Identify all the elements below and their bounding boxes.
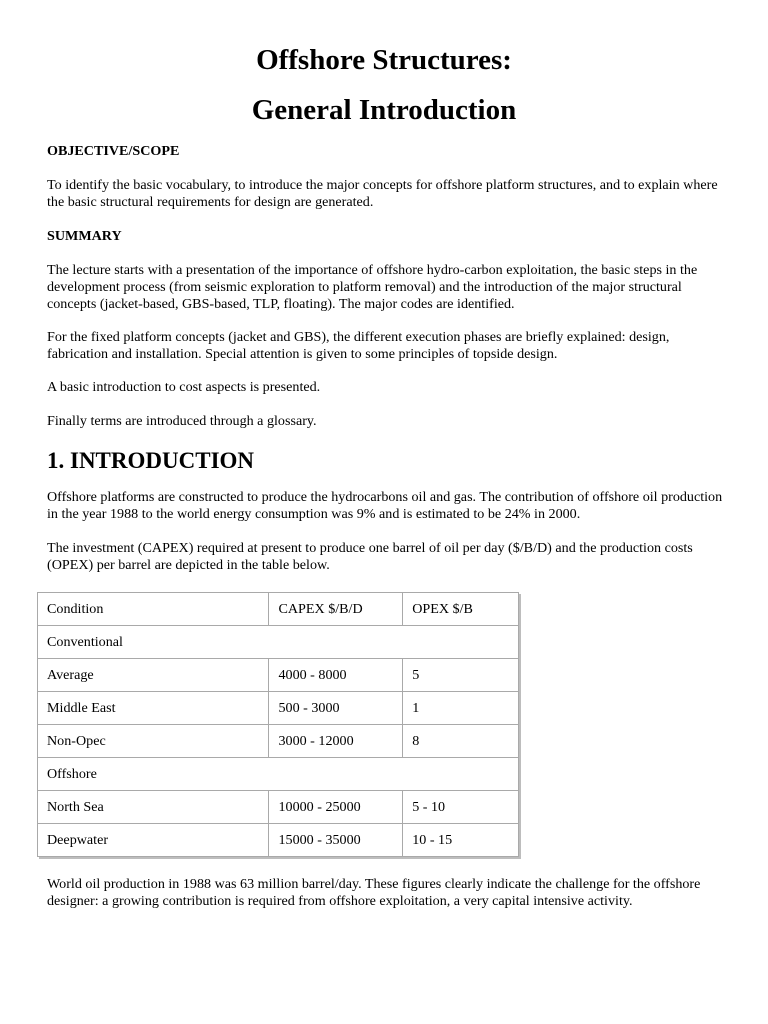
- cell-capex: 15000 - 35000: [269, 824, 403, 857]
- cell-opex: 1: [403, 692, 519, 725]
- cell-opex: 8: [403, 725, 519, 758]
- document-title-line-1: Offshore Structures:: [256, 44, 512, 76]
- objective-heading: OBJECTIVE/SCOPE: [47, 143, 180, 159]
- table-header-row: [38, 593, 519, 626]
- cell-condition: Non-Opec: [38, 725, 269, 758]
- group-label-offshore: Offshore: [38, 758, 519, 791]
- cell-condition: Middle East: [38, 692, 269, 725]
- introduction-heading: 1. INTRODUCTION: [47, 448, 255, 473]
- summary-paragraph: Finally terms are introduced through a glossary.: [47, 413, 317, 429]
- cell-condition: Deepwater: [38, 824, 269, 857]
- cost-table: [37, 592, 519, 857]
- summary-paragraph: For the fixed platform concepts (jacket and GBS), the different execution phases are briefly explained: design, fabrication and installation. Special attention is given to some principles of topside design.: [47, 329, 670, 362]
- table-group-row: [38, 626, 519, 659]
- cell-opex: 10 - 15: [403, 824, 519, 857]
- cell-condition: Average: [38, 659, 269, 692]
- column-header-condition: Condition: [38, 593, 269, 626]
- cell-capex: 4000 - 8000: [269, 659, 403, 692]
- introduction-closing-paragraph: World oil production in 1988 was 63 million barrel/day. These figures clearly indicate the challenge for the offshore designer: a growing contribution is required from offshore exploitation, a very capital intensive activity.: [47, 876, 701, 909]
- table-row: [38, 791, 519, 824]
- cell-capex: 10000 - 25000: [269, 791, 403, 824]
- table-row: [38, 692, 519, 725]
- column-header-capex: CAPEX $/B/D: [269, 593, 403, 626]
- table-row: [38, 659, 519, 692]
- objective-text: To identify the basic vocabulary, to introduce the major concepts for offshore platform structures, and to explain where the basic structural requirements for design are generated.: [47, 177, 718, 210]
- summary-paragraph: The lecture starts with a presentation of the importance of offshore hydro-carbon exploitation, the basic steps in the development process (from seismic exploration to platform removal) and the introduction of the major structural concepts (jacket-based, GBS-based, TLP, floating). The major codes are identified.: [47, 262, 698, 312]
- introduction-paragraph: The investment (CAPEX) required at present to produce one barrel of oil per day ($/B/D) and the production costs (OPEX) per barrel are depicted in the table below.: [47, 540, 693, 573]
- summary-heading: SUMMARY: [47, 228, 122, 244]
- summary-paragraph: A basic introduction to cost aspects is presented.: [47, 379, 321, 395]
- table-row: [38, 725, 519, 758]
- cell-capex: 3000 - 12000: [269, 725, 403, 758]
- introduction-paragraph: Offshore platforms are constructed to produce the hydrocarbons oil and gas. The contribution of offshore oil production in the year 1988 to the world energy consumption was 9% and is estimated to be 24% in 2000.: [47, 489, 723, 522]
- group-label-conventional: Conventional: [38, 626, 519, 659]
- cell-capex: 500 - 3000: [269, 692, 403, 725]
- column-header-opex: OPEX $/B: [403, 593, 519, 626]
- document-title-line-2: General Introduction: [251, 94, 517, 126]
- table-row: [38, 824, 519, 857]
- table-group-row: [38, 758, 519, 791]
- cell-opex: 5 - 10: [403, 791, 519, 824]
- cell-condition: North Sea: [38, 791, 269, 824]
- cell-opex: 5: [403, 659, 519, 692]
